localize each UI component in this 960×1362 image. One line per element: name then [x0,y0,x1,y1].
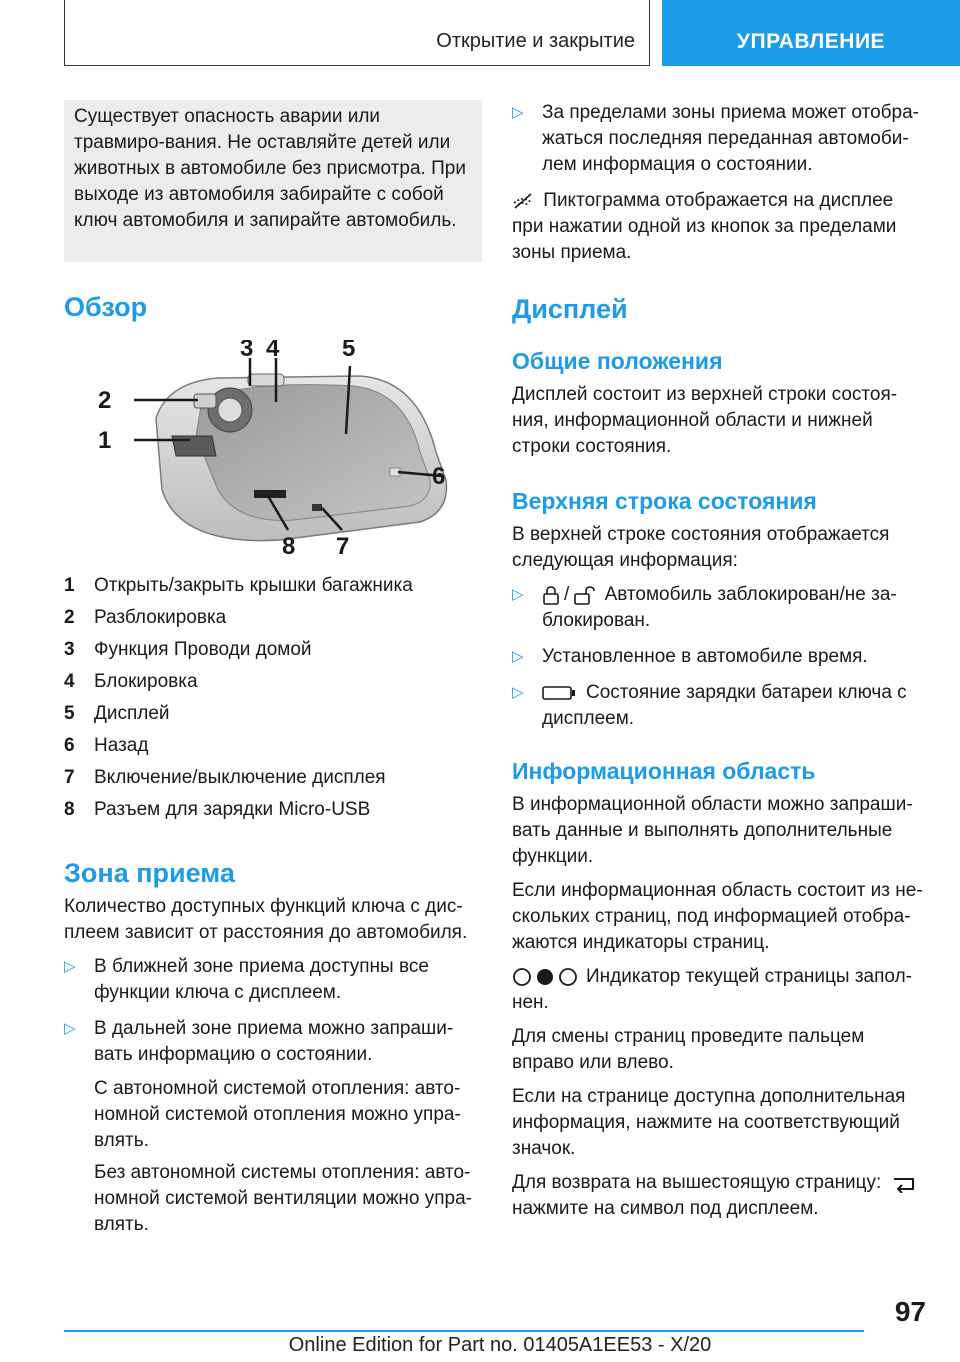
general-text: Дисплей состоит из верхней строки состоя-ния, информационной области и нижней строки состояния. [512,384,898,457]
no-signal-icon [512,193,534,209]
usb-port [254,490,286,498]
range-intro: Количество доступных функций ключа с дис-плеем зависит от расстояния до автомобиля. [64,896,468,943]
triangle-bullet-icon: ▷ [64,958,76,975]
left-column [64,100,482,1246]
legend-item: 3 Функция Проводи домой [64,639,312,660]
status-bullet-battery: ▷ Состояние зарядки батареи ключа с дисплеем. [512,682,907,729]
info-text-1: В информационной области можно запраши-вать данные и выполнять дополнительные функции. [512,794,913,867]
legend-item: 8 Разъем для зарядки Micro-USB [64,799,371,820]
callout-1: 1 [98,427,112,454]
status-intro: В верхней строке состояния отображается следующая информация: [512,524,890,571]
status-bullet-lock: ▷ / Автомобиль заблокирован/не за-блокирован. [512,584,897,631]
general-heading: Общие положения [512,348,723,374]
unlocked-icon [573,585,595,605]
display-heading: Дисплей [512,294,628,324]
locked-icon [542,585,560,605]
page-number: 97 [894,1296,926,1327]
info-heading: Информационная область [512,758,816,784]
callout-7: 7 [336,533,350,558]
range-bullets [64,954,482,1068]
callout-5: 5 [342,340,356,362]
page-indicator-icon [512,967,578,987]
legend-item: 6 Назад [64,735,149,756]
info-text-2: Если информационная область состоит из не-скольких страниц, под информацией отобра-жаются индикаторы страниц. [512,880,923,953]
button-home [248,374,284,386]
range-sub-ventilation: Без автономной системы отопления: авто-номной системой вентиляции можно упра-влять. [94,1162,472,1235]
triangle-bullet-icon: ▷ [512,104,524,121]
status-heading: Верхняя строка состояния [512,488,817,514]
triangle-bullet-icon: ▷ [512,648,524,665]
status-bullet-time: ▷ Установленное в автомобиле время. [512,644,924,670]
pictogram-note: Пиктограмма отображается на дисплее при нажатии одной из кнопок за пределами зоны приема. [512,190,897,263]
range-bullet-far: ▷ В дальней зоне приема можно запраши-вать информацию о состоянии. [64,1018,454,1065]
header-section-box [64,0,650,66]
key-figure [98,340,478,558]
warning-text: Существует опасность аварии или травмиро-вания. Не оставляйте детей или животных в автомобиле без присмотра. При выходе из автомобиля забирайте с собой ключ автомобиля и запирайте автомобиль. [74,106,466,231]
callout-4: 4 [266,340,280,362]
warning-box [64,100,482,262]
display-switch [312,504,322,511]
legend-item: 4 Блокировка [64,671,198,692]
footer-edition: Online Edition for Part no. 01405A1EE53 - X/20 [288,1334,712,1356]
legend-item: 2 Разблокировка [64,607,227,628]
range-sub-heating: С автономной системой отопления: авто-номной системой отопления можно упра-влять. [94,1078,461,1151]
figure-legend [64,570,482,826]
status-bullets [512,582,924,732]
right-column [512,100,924,1230]
callout-8: 8 [282,533,296,558]
range-heading: Зона приема [64,858,235,888]
legend-item: 5 Дисплей [64,703,170,724]
info-text-3: Для смены страниц проведите пальцем вправо или влево. [512,1026,865,1073]
header-section-title: Открытие и закрытие [436,30,635,52]
battery-icon [542,685,576,701]
legend-item: 7 Включение/выключение дисплея [64,767,386,788]
footer-rule [64,1330,864,1332]
lock-separator: / [564,584,570,605]
info-text-back: Для возврата на вышестоящую страницу: нажмите на символ под дисплеем. [512,1170,924,1222]
overview-heading: Обзор [64,292,148,322]
bullet-outside: ▷ За пределами зоны приема может отобра-жаться последняя переданная автомоби-лем информация о состоянии. [512,102,919,175]
outside-range-bullet [512,100,924,178]
callout-2: 2 [98,387,112,414]
header-chapter-tab[interactable] [662,0,960,66]
callout-6: 6 [432,463,446,490]
range-bullet-near: ▷ В ближней зоне приема доступны все функции ключа с дисплеем. [64,956,429,1003]
info-indicator-note: Индикатор текущей страницы запол-нен. [512,966,912,1013]
callout-3: 3 [240,340,254,362]
info-text-4: Если на странице доступна дополнительная информация, нажмите на соответствующий значок. [512,1086,906,1159]
header-chapter-title: УПРАВЛЕНИЕ [736,30,886,53]
display-key-illustration [98,340,478,558]
legend-item: 1 Открыть/закрыть крышки багажника [64,575,413,596]
triangle-bullet-icon: ▷ [512,586,524,603]
back-arrow-icon [891,1173,917,1193]
triangle-bullet-icon: ▷ [512,684,524,701]
triangle-bullet-icon: ▷ [64,1020,76,1037]
button-lock [218,398,242,422]
